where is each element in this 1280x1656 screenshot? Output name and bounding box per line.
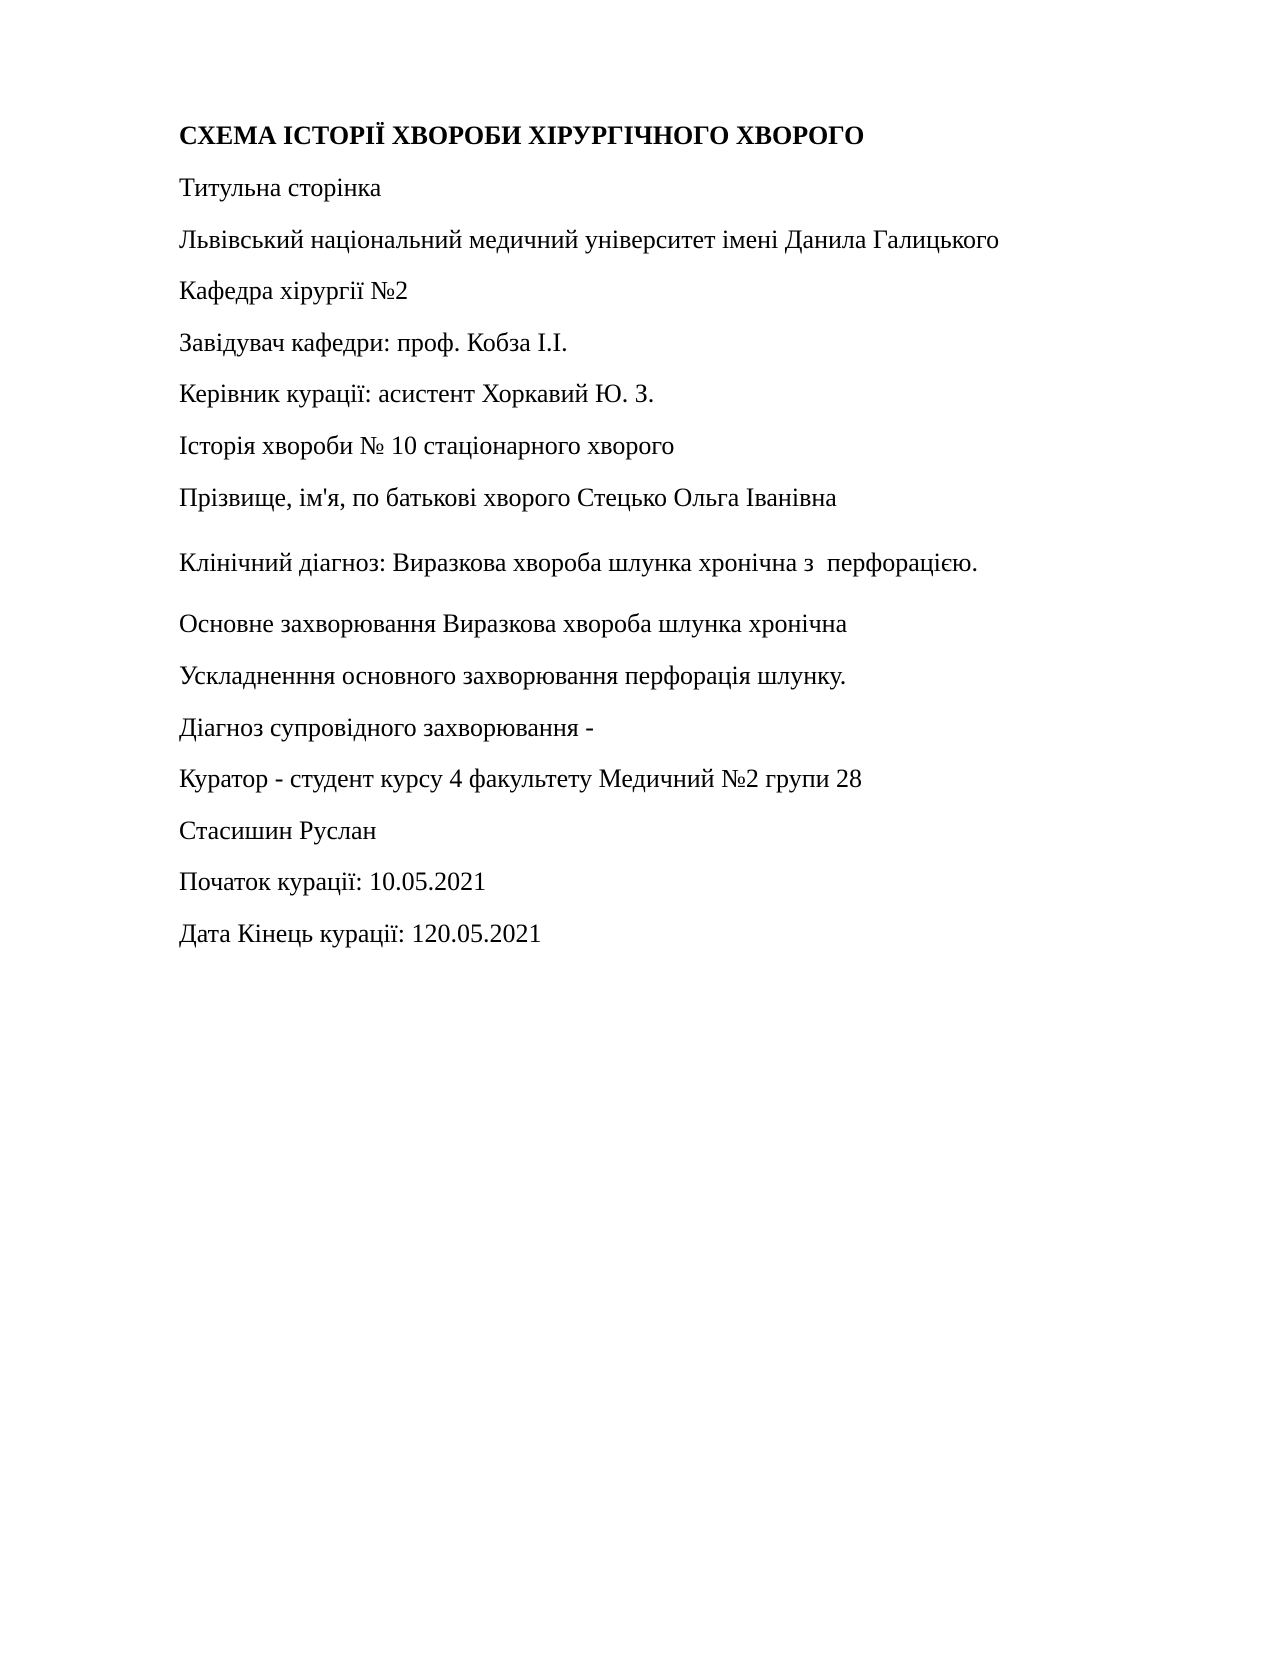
- document-title: СХЕМА ІСТОРІЇ ХВОРОБИ ХІРУРГІЧНОГО ХВОРОГО: [179, 121, 865, 150]
- patient-name: Прізвище, ім'я, по батькові хворого Стецько Ольга Іванівна: [179, 483, 837, 512]
- curation-supervisor: Керівник курації: асистент Хоркавий Ю. З.: [179, 379, 655, 408]
- case-history-number: Історія хвороби № 10 стаціонарного хворого: [179, 431, 675, 460]
- clinical-diagnosis: Клінічний діагноз: Виразкова хвороба шлунка хронічна з перфорацією.: [179, 548, 978, 577]
- main-disease-complication: Ускладненння основного захворювання перфорація шлунку.: [179, 661, 847, 690]
- title-page-label: Титульна сторінка: [179, 173, 382, 202]
- curation-end-date: Дата Кінець курації: 120.05.2021: [179, 919, 542, 948]
- curator-info: Куратор - студент курсу 4 факультету Медичний №2 групи 28: [179, 764, 863, 793]
- curator-name: Стасишин Руслан: [179, 816, 377, 845]
- department-name: Кафедра хірургії №2: [179, 276, 409, 305]
- concomitant-diagnosis: Діагноз супровідного захворювання -: [179, 713, 594, 742]
- main-disease: Основне захворювання Виразкова хвороба шлунка хронічна: [179, 609, 848, 638]
- curation-start-date: Початок курації: 10.05.2021: [179, 867, 487, 896]
- department-head: Завідувач кафедри: проф. Кобза І.І.: [179, 328, 568, 357]
- university-name: Львівський національний медичний університет імені Данила Галицького: [179, 225, 1000, 254]
